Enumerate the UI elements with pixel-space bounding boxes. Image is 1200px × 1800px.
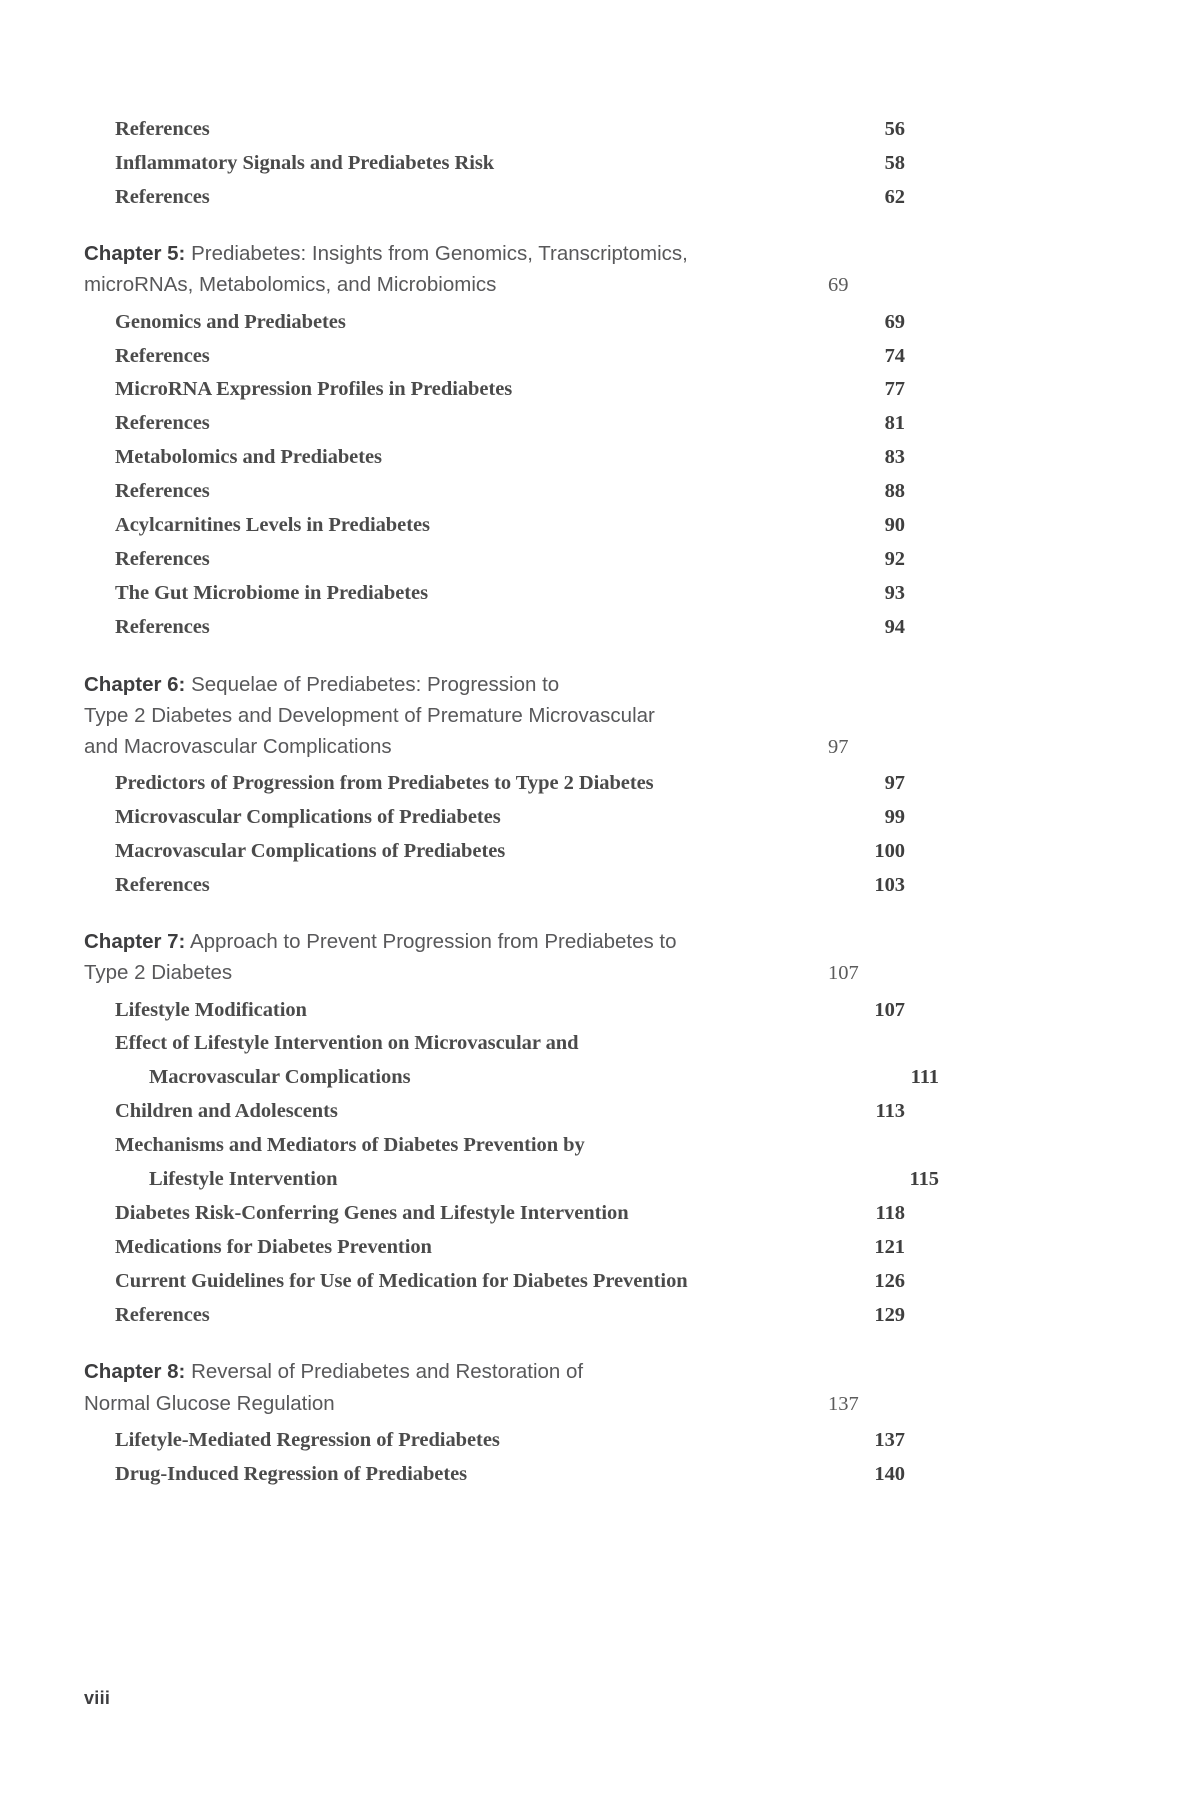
toc-entry-title: References: [115, 185, 210, 208]
chapter-title-text: Sequelae of Prediabetes: Progression to: [191, 672, 560, 696]
toc-entry-title: Drug-Induced Regression of Prediabetes: [115, 1462, 468, 1485]
toc-entry[interactable]: [84, 1236, 905, 1259]
toc-entry-page-number: 103: [874, 873, 905, 896]
toc-entry-page-number: 93: [884, 582, 905, 605]
toc-entry-page-number: 69: [884, 310, 905, 333]
toc-entry[interactable]: [84, 840, 905, 863]
toc-entry-page-number: 58: [884, 151, 905, 174]
toc-entry-title: References: [115, 616, 210, 639]
toc-entry[interactable]: [84, 1066, 939, 1089]
chapter-title-text: Normal Glucose Regulation: [84, 1391, 335, 1415]
toc-entry-page-number: 137: [874, 1428, 905, 1451]
toc-entry-page-number: 94: [884, 616, 905, 639]
toc-entry-title: References: [115, 480, 210, 503]
toc-entry[interactable]: [84, 152, 905, 175]
chapter-heading[interactable]: [84, 926, 874, 989]
chapter-page-number: 107: [828, 962, 859, 985]
chapter-title-text: Type 2 Diabetes and Development of Premature Microvascular: [84, 703, 655, 727]
toc-entry[interactable]: [84, 874, 905, 897]
toc-entry-page-number: 115: [909, 1168, 939, 1191]
toc-entry-title: The Gut Microbiome in Prediabetes: [115, 582, 429, 605]
toc-entry[interactable]: [84, 1134, 905, 1157]
toc-entry-page-number: 140: [874, 1462, 905, 1485]
chapter-heading-line: [84, 926, 874, 957]
toc-entry[interactable]: [84, 1168, 939, 1191]
toc-entry-page-number: 83: [884, 446, 905, 469]
toc-entry-page-number: 92: [884, 548, 905, 571]
toc-entry-title: Metabolomics and Prediabetes: [115, 446, 382, 469]
toc-entry-title: Mechanisms and Mediators of Diabetes Prevention by: [115, 1134, 585, 1157]
toc-entry-title: MicroRNA Expression Profiles in Prediabetes: [115, 378, 513, 401]
chapter-label: Chapter 6:: [84, 672, 186, 696]
toc-entry-page-number: 113: [875, 1100, 905, 1123]
toc-entry[interactable]: [84, 1270, 905, 1293]
toc-entry-page-number: 126: [874, 1270, 905, 1293]
toc-entry-page-number: 90: [884, 514, 905, 537]
chapter-heading-line: [84, 269, 874, 301]
toc-entry[interactable]: [84, 806, 905, 829]
toc-entry[interactable]: [84, 311, 905, 334]
toc-entry[interactable]: [84, 1100, 905, 1123]
toc-entry-title: Lifestyle Modification: [115, 998, 307, 1021]
chapter-heading-line: [84, 238, 874, 269]
toc-entry[interactable]: [84, 582, 905, 605]
toc-entry-title: References: [115, 1304, 210, 1327]
toc-entry-title: Effect of Lifestyle Intervention on Microvascular and: [115, 1032, 579, 1055]
toc-entry[interactable]: [84, 1463, 905, 1486]
toc-entry[interactable]: [84, 772, 905, 795]
toc-entry-page-number: 77: [884, 378, 905, 401]
toc-entry-page-number: 62: [884, 185, 905, 208]
toc-entry-page-number: 99: [884, 805, 905, 828]
toc-entry-page-number: 97: [884, 771, 905, 794]
toc-entry[interactable]: [84, 1202, 905, 1225]
chapter-label: Chapter 8:: [84, 1360, 186, 1384]
chapter-heading[interactable]: [84, 238, 874, 301]
chapter-title-text: Prediabetes: Insights from Genomics, Transcriptomics,: [191, 242, 688, 266]
chapter-heading-line: [84, 1388, 874, 1420]
toc-entry-title: References: [115, 118, 210, 140]
chapter-page-number: 97: [828, 735, 849, 758]
toc-entry-title: Children and Adolescents: [115, 1100, 338, 1123]
chapter-heading-line: [84, 731, 874, 763]
toc-entry[interactable]: [84, 378, 905, 401]
toc-list: [84, 118, 939, 1497]
toc-entry-title: References: [115, 412, 210, 435]
toc-entry-page-number: 100: [874, 839, 905, 862]
toc-entry[interactable]: [84, 446, 905, 469]
toc-entry-title: Macrovascular Complications of Prediabetes: [115, 839, 506, 862]
toc-entry[interactable]: [84, 1032, 905, 1055]
toc-entry-title: Microvascular Complications of Prediabetes: [115, 805, 501, 828]
toc-entry-page-number: 121: [874, 1236, 905, 1259]
toc-entry[interactable]: [84, 1429, 905, 1452]
chapter-title-text: Type 2 Diabetes: [84, 961, 233, 985]
chapter-title-text: microRNAs, Metabolomics, and Microbiomics: [84, 273, 497, 297]
toc-entry-page-number: 74: [884, 344, 905, 367]
toc-entry-title: Medications for Diabetes Prevention: [115, 1236, 432, 1259]
toc-entry-title: Lifestyle Intervention: [149, 1168, 338, 1191]
toc-entry-page-number: 88: [884, 480, 905, 503]
chapter-heading[interactable]: [84, 669, 874, 763]
toc-entry[interactable]: [84, 616, 905, 639]
page-folio: viii: [84, 1688, 111, 1708]
toc-entry[interactable]: [84, 118, 905, 141]
toc-entry-title: Diabetes Risk-Conferring Genes and Lifestyle Intervention: [115, 1202, 629, 1225]
chapter-label: Chapter 5:: [84, 242, 186, 266]
toc-entry-title: Lifetyle-Mediated Regression of Prediabetes: [115, 1428, 500, 1451]
toc-entry-page-number: 118: [875, 1202, 905, 1225]
toc-entry-page-number: 56: [884, 118, 905, 140]
toc-entry-title: Predictors of Progression from Prediabetes to Type 2 Diabetes: [115, 771, 654, 794]
chapter-title-text: Reversal of Prediabetes and Restoration of: [191, 1360, 584, 1384]
toc-entry-title: Inflammatory Signals and Prediabetes Risk: [115, 151, 495, 174]
toc-entry[interactable]: [84, 999, 905, 1022]
toc-entry-title: Macrovascular Complications: [149, 1066, 411, 1089]
toc-entry-title: Acylcarnitines Levels in Prediabetes: [115, 514, 430, 537]
toc-entry[interactable]: [84, 412, 905, 435]
chapter-heading[interactable]: [84, 1356, 874, 1419]
toc-entry[interactable]: [84, 186, 905, 209]
toc-entry-title: References: [115, 344, 210, 367]
chapter-page-number: 137: [828, 1392, 859, 1415]
chapter-heading-line: [84, 957, 874, 989]
chapter-heading-line: [84, 669, 874, 700]
toc-entry-title: Current Guidelines for Use of Medication for Diabetes Prevention: [115, 1270, 688, 1293]
toc-entry-page-number: 111: [910, 1066, 939, 1089]
toc-entry-page-number: 81: [884, 412, 905, 435]
toc-entry-title: References: [115, 548, 210, 571]
chapter-label: Chapter 7:: [84, 930, 186, 954]
toc-entry-page-number: 129: [874, 1304, 905, 1327]
chapter-page-number: 69: [828, 274, 849, 297]
chapter-heading-line: [84, 1356, 874, 1387]
toc-entry[interactable]: [84, 480, 905, 503]
toc-entry-page-number: 107: [874, 998, 905, 1021]
toc-entry[interactable]: [84, 548, 905, 571]
chapter-title-text: Approach to Prevent Progression from Prediabetes to: [189, 930, 677, 954]
toc-entry[interactable]: [84, 345, 905, 368]
chapter-heading-line: [84, 700, 874, 731]
toc-entry-title: References: [115, 873, 210, 896]
toc-entry[interactable]: [84, 1304, 905, 1327]
toc-entry[interactable]: [84, 514, 905, 537]
chapter-title-text: and Macrovascular Complications: [84, 734, 392, 758]
toc-entry-title: Genomics and Prediabetes: [115, 310, 346, 333]
